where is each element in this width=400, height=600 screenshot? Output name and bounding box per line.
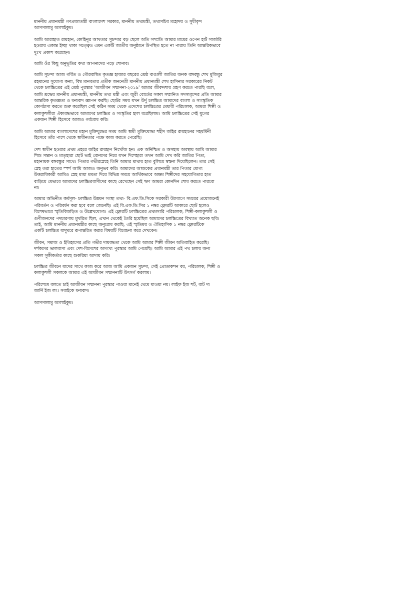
text-line: পরিশেষে বলতে চাই আজীবন সম্মাননা পুরস্কার পাওয়া মানেই থেমে যাওয়া নয়। লাইফ ইজ শর্ট, বাট দ্য — [34, 282, 210, 288]
introduction-paragraph — [34, 38, 366, 57]
text-line: আমি শ্রদ্ধেয় মাননীয় প্রধানমন্ত্রী, মাননীয় তথ্য মন্ত্রী এবং জুরী বোর্ডের সকল সম্মানিত সদস্যবৃন্দের প্রতি আমার — [34, 92, 222, 98]
text-line: দুঃখ প্রকাশ করেছেন। — [34, 50, 71, 56]
text-line: গুণীজনদের পদচারণায় মুখরিত ছিল, এখান থেকেই তৈরি হয়েছিল আমাদের চলচ্চিত্রের বিখ্যাত অনেক ছবি। — [34, 216, 220, 222]
text-line: একটি চলচ্চিত্র যাদুঘরে রূপান্তরিত করার বিষয়টি বিবেচনা করে দেখবেন। — [34, 229, 158, 235]
text-line: মহানায়ক বঙ্গবন্ধুর সাথে। পিতার গভীরস্নেহে তিনি আমার মাথায় হাত বুলিয়ে স্বস্তনা দিয়েছিলেন। তার সেই — [34, 160, 215, 166]
text-line: বাড়িয়ে যেভাবে আমাদের চলচ্চিত্রবাসীদের কাছে রেখেছেন সেই ঋণ আমরা কোনদিন শোধ করতে পারবো — [34, 179, 215, 185]
text-line: সকল সুকীকর্তার কাছে শুকরিয়া আদায় করি। — [34, 253, 111, 259]
independence-memory-paragraph — [34, 148, 366, 193]
career-reflection-paragraph — [34, 241, 366, 260]
salutation-paragraph — [34, 20, 366, 33]
text-line: হওয়ায় একান্ত ইচ্ছা থাকা সত্ত্বেও এমন একটি জাতীয় অনুষ্ঠানে উপস্থিত হতে না পারায় তিনি আন্তরিকভাবে — [34, 44, 221, 50]
text-line: আমার অভিনীত কর্মসূল- চলচ্চিত্র উন্নয়ন সংস্থা তথ্য- বি.এফ.ডি.সিকে সরকারী উদ্যোগে সময়ের প্রয়োজনেই — [34, 197, 219, 203]
text-line: আমি সুচন্দা আজ গর্বিত ও গৌরবান্বিত কৃতজ্ঞ হাজার বছরের শ্রেষ্ঠ বাঙালী জাতির জনক বঙ্গবন্ধু শেখ মুজিবুর — [34, 73, 223, 79]
text-line: দর্শকদের ভালবাসা এবং দেশ-বিদেশের অসংখ্য পুরস্কার আমি পেয়েছি। আমি আমার এই পথ চলায় অন্য — [34, 247, 211, 253]
text-line: থেকে চলচ্চিত্রের এই শ্রেষ্ঠ পুরস্কার 'আজীবন সম্মাননা-২০১৯' আমার জীবদ্দশায় গ্রহণ করতে পারছি বলে, — [34, 86, 216, 92]
text-line: আসসালামু আলাইকুম। — [34, 300, 74, 306]
text-line: বিশেষভাবে স্মৃতিবিজড়িত ও উল্লেখযোগ্য। এই ফ্লোরটি চলচ্চিত্রের প্রথমসারি পরিচালক, শিল্পী-কলাকুশলী ও — [34, 210, 218, 216]
text-line: না। — [34, 185, 40, 191]
text-line: মাননীয় প্রধানমন্ত্রী গণপ্রজাতন্ত্রী বাংলাদেশ সরকার, মাননীয় তথ্যমন্ত্রী, তথ্যসচিব মহোদয় ও সুধীবৃন্দ — [34, 20, 202, 25]
text-line: আমি ওঁর কিছু অনুভূতির কথা আপনাদের পড়ে শোনাব। — [34, 62, 130, 68]
text-line: তাই, আমি মাননীয় প্রধানমন্ত্রীর কাছে অনুরোধ করছি, এই স্মৃতিময় ও ঐতিহাসিক ১ নম্বর ফ্লোরটিকে — [34, 222, 205, 228]
text-line: আন্তরিক কৃতজ্ঞতা ও ধন্যবাদ জ্ঞাপন করছি। ছোটর সময় যখন উর্দু চলচ্চিত্র আমাদের বাংলা ও সাংস্কৃতিক — [34, 99, 214, 105]
liberation-war-paragraph — [34, 130, 366, 143]
dedication-paragraph — [34, 265, 366, 278]
text-line: শিশু সন্তান ও মাতৃহারা ছোট ভাই বোনদের নিয়ে যখন দিশেহারা তখন আমি দেখ করি জাতির পিতা, — [34, 153, 206, 159]
text-line: কোণঠাসা করতে শুরু করেছিল সেই কঠিন সময় থেকে এদেশের চলচ্চিত্রের মেধাবী পরিচালক, আমরা শিল্পী ও — [34, 105, 221, 111]
text-line: দেশ স্বাধীন হওয়ার প্রথম প্রহরে জহির রায়হান নিখোঁজ হন। এক অনিশ্চিত ও অসহায় অবস্থায় আমি আমার — [34, 147, 217, 153]
text-line: উত্তরাধিকারী আমিও স্নেহ মায়া মমতা দিয়ে বিভিন্ন সময়ে আর্থিকভাবে অক্ষম শিল্পীদের সহযোগিতার হাত — [34, 173, 212, 179]
gratitude-paragraph — [34, 73, 366, 124]
text-line: কলাকুশলীরা ঐক্যবদ্ধভাবে আমাদের চলচ্চিত্র ও সংস্কৃতির হাল ধরেছিলাম। আমি চলচ্চিত্রের সেই যুগের — [34, 111, 209, 117]
text-line: পরিবর্তন ও পরিবর্ধন করা হবে বলে জেনেছি। এই বি.এফ.ডি.সির ১ নম্বর ফ্লোরটি আকারে ছোট হলেও — [34, 203, 210, 209]
text-line: হিসেবে তাঁর পাশে থেকে স্বাধীনতার পক্ষে কাজ করতে পেরেছি। — [34, 136, 142, 142]
bfdc-request-paragraph — [34, 197, 366, 235]
text-line: আমি আমার বাংলাদেশের মহান মুক্তিযুদ্ধের সময় আমি স্বামী মুক্তিযোদ্ধা শহীদ জহির রায়হানের সহধর্মিনী — [34, 129, 211, 135]
closing-paragraph — [34, 283, 366, 296]
text-line: চলচ্চিত্র জীবনে যাদের সাথে কাজ করে আজ আমি একজন সুচন্দা, সেই প্রোডাকশন বয়, পরিচালক, শিল্পী ও — [34, 265, 221, 270]
text-line: জার্নি ইজ লং। সবাইকে ধন্যবাদ। — [34, 289, 90, 295]
text-line: একজন শিল্পী হিসেবে আজও গর্ববোধ করি। — [34, 118, 109, 124]
farewell-greeting — [34, 301, 366, 307]
text-line: কলাকুশলী সকলকে আমার এই আজীবন সম্মাননাটি উৎসর্গ করলাম। — [34, 271, 151, 277]
text-line: জীবন, সমাজ ও ইতিহাসের প্রতি গভীর দায়বদ্ধতা থেকে আমি আমার শিল্পী জীবন অতিবাহিত করেছি। — [34, 240, 209, 246]
reading-note-paragraph — [34, 62, 366, 68]
text-line: আসসালামু আলাইকুম। — [34, 26, 74, 32]
text-line: আমি আরাহাত রায়হান, কোহিনূর আখতার সুচন্দার বড় ছেলে অতি সম্প্রতি আমার মায়ের ওপেন হার্ট সার্জারি — [34, 37, 222, 43]
text-line: স্নেহ তরা হাতের স্পর্শ আমি আজও অনুভব করি। আমাদের আজকের প্রধানমন্ত্রী তার পিতার যোগ্য — [34, 166, 203, 172]
text-line: রহমানের সুযোগ্য কন্যা, বিশ্ব মানবতার প্রতীক জননেত্রী মাননীয় প্রধানমন্ত্রী শেখ হাসিনার সরকারের নিকট — [34, 79, 213, 85]
